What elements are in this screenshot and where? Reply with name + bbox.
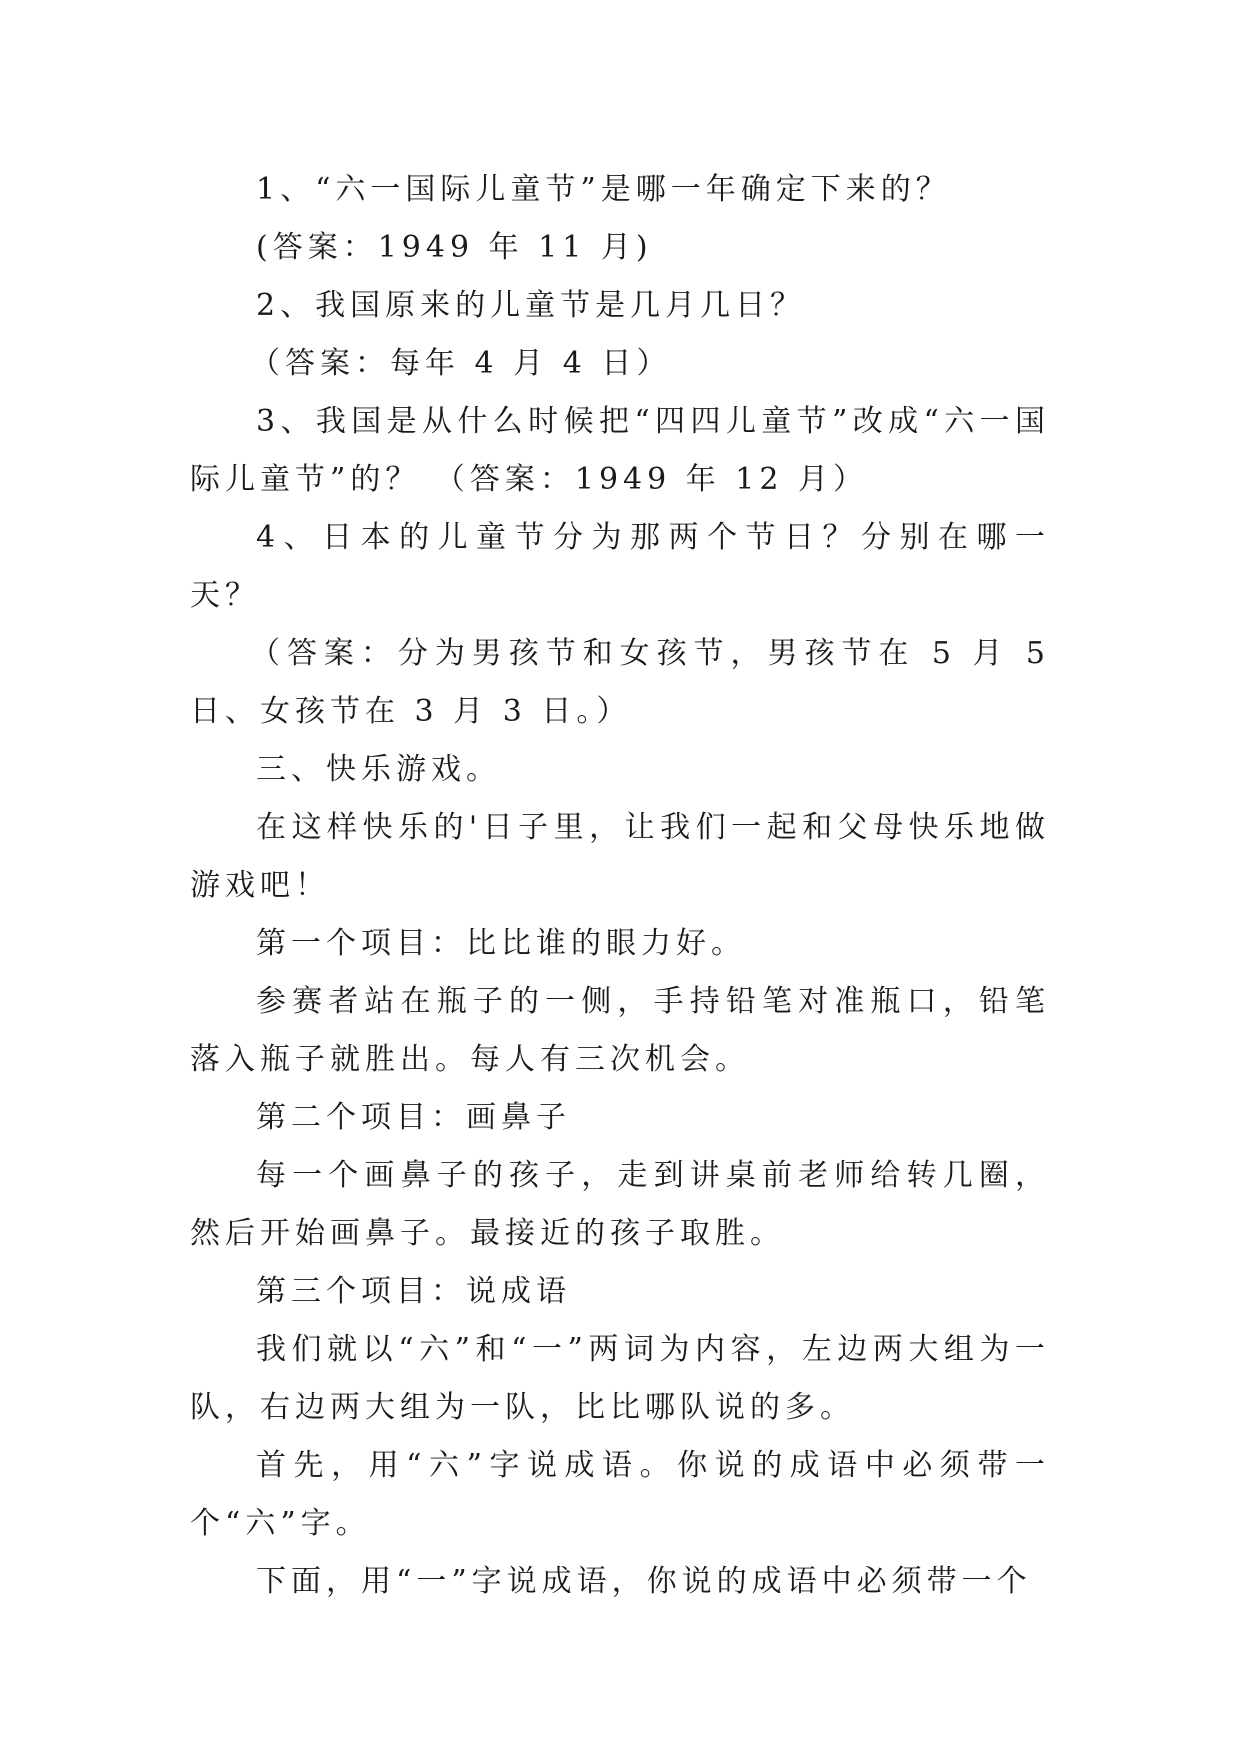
section-heading-games: 三、快乐游戏。 [256, 752, 501, 787]
paragraph-answer-2: （答案：每年 4 月 4 日） [250, 346, 672, 381]
paragraph-question-4: 4、日本的儿童节分为那两个节日？分别在哪一天？ [190, 520, 1050, 613]
game-3-title: 第三个项目：说成语 [256, 1274, 571, 1309]
game-2-description: 每一个画鼻子的孩子，走到讲桌前老师给转几圈，然后开始画鼻子。最接近的孩子取胜。 [190, 1158, 1050, 1251]
paragraph-games-intro: 在这样快乐的'日子里，让我们一起和父母快乐地做游戏吧！ [190, 810, 1050, 903]
paragraph-answer-1: (答案：1949 年 11 月) [256, 230, 653, 265]
game-3-description: 我们就以“六”和“一”两词为内容，左边两大组为一队，右边两大组为一队，比比哪队说的多。 [190, 1332, 1050, 1425]
paragraph-question-2: 2、我国原来的儿童节是几月几日？ [256, 288, 806, 323]
game-2-title: 第二个项目：画鼻子 [256, 1100, 571, 1135]
game-3-step-2: 下面，用“一”字说成语，你说的成语中必须带一个 [256, 1564, 1032, 1599]
document-page [190, 161, 1050, 1611]
game-1-title: 第一个项目：比比谁的眼力好。 [256, 926, 746, 961]
game-1-description: 参赛者站在瓶子的一侧，手持铅笔对准瓶口，铅笔落入瓶子就胜出。每人有三次机会。 [190, 984, 1050, 1077]
paragraph-question-3: 3、我国是从什么时候把“四四儿童节”改成“六一国际儿童节”的？ （答案：1949 年 12 月） [190, 404, 1050, 497]
paragraph-question-1: 1、“六一国际儿童节”是哪一年确定下来的？ [256, 172, 951, 207]
paragraph-answer-4: （答案：分为男孩节和女孩节，男孩节在 5 月 5 日、女孩节在 3 月 3 日。） [190, 636, 1050, 729]
game-3-step-1: 首先，用“六”字说成语。你说的成语中必须带一个“六”字。 [190, 1448, 1050, 1541]
